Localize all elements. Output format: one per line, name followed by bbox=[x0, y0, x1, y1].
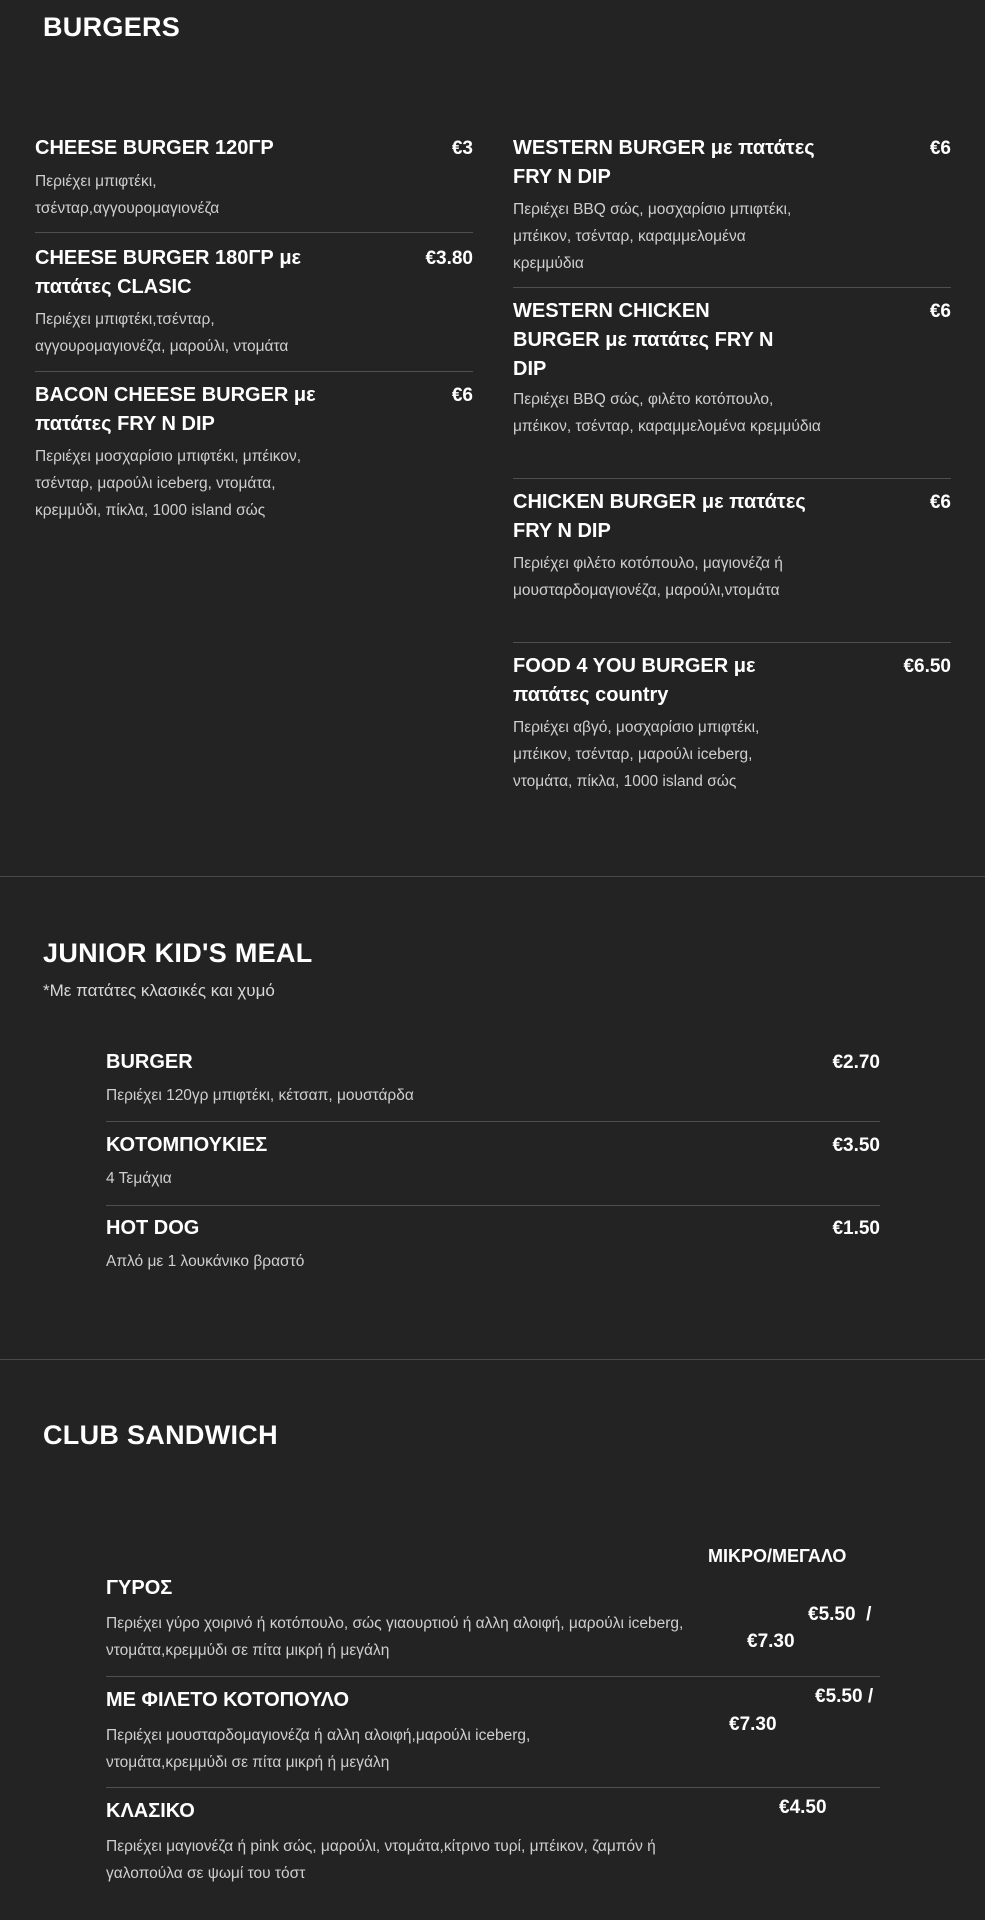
item-name: CHEESE BURGER 180ΓΡ με πατάτες CLASIC bbox=[35, 247, 302, 298]
item-description: Περιέχει μπιφτέκι, τσένταρ,αγγουρομαγιονέζα bbox=[35, 173, 220, 217]
section-title-club-sandwich: CLUB SANDWICH bbox=[43, 1420, 278, 1450]
item-description: Περιέχει μαγιονέζα ή pink σώς, μαρούλι, ντομάτα,κίτρινο τυρί, μπέικον, ζαμπόν ή γαλοπούλα σε ψωμί του τόστ bbox=[106, 1838, 656, 1882]
item-price-small: €5.50 / bbox=[815, 1686, 874, 1707]
menu-item[interactable] bbox=[513, 488, 951, 642]
item-name: ΜΕ ΦΙΛΕΤΟ ΚΟΤΟΠΟΥΛΟ bbox=[106, 1689, 349, 1711]
item-divider bbox=[35, 232, 473, 233]
item-price: €3.50 bbox=[832, 1135, 880, 1156]
item-price: €6.50 bbox=[903, 656, 951, 677]
item-description: Περιέχει αβγό, μοσχαρίσιο μπιφτέκι, μπέικον, τσένταρ, μαρούλι iceberg, ντομάτα, πίκλα, 1000 island σώς bbox=[513, 719, 760, 790]
menu-item[interactable] bbox=[513, 297, 951, 478]
menu-item[interactable] bbox=[106, 1797, 880, 1887]
item-description: Περιέχει BBQ σώς, μοσχαρίσιο μπιφτέκι, μπέικον, τσένταρ, καραμμελομένα κρεμμύδια bbox=[513, 201, 792, 272]
item-price: €2.70 bbox=[832, 1052, 880, 1073]
item-divider bbox=[35, 371, 473, 372]
item-name: BACON CHEESE BURGER με πατάτες FRY N DIP bbox=[35, 384, 316, 435]
item-name: WESTERN BURGER με πατάτες FRY N DIP bbox=[513, 137, 815, 188]
item-price: €6 bbox=[451, 385, 473, 406]
menu-item[interactable] bbox=[106, 1574, 880, 1676]
item-divider bbox=[513, 642, 951, 643]
item-divider bbox=[106, 1121, 880, 1122]
item-divider bbox=[513, 478, 951, 479]
section-divider bbox=[0, 1359, 985, 1360]
item-description: Περιέχει BBQ σώς, φιλέτο κοτόπουλο, μπέικον, τσένταρ, καραμμελομένα κρεμμύδια bbox=[513, 391, 821, 435]
item-description: Περιέχει μοσχαρίσιο μπιφτέκι, μπέικον, τσένταρ, μαρούλι iceberg, ντομάτα, κρεμμύδι, πίκλα, 1000 island σώς bbox=[35, 448, 302, 519]
item-description: Περιέχει μουσταρδομαγιονέζα ή αλλη αλοιφή,μαρούλι iceberg, ντομάτα,κρεμμύδι σε πίτα μικρή ή μεγάλη bbox=[106, 1727, 531, 1771]
item-price: €3.80 bbox=[425, 248, 473, 269]
item-name: FOOD 4 YOU BURGER με πατάτες country bbox=[513, 655, 756, 706]
item-price: €4.50 bbox=[779, 1797, 827, 1818]
item-description: Απλό με 1 λουκάνικο βραστό bbox=[106, 1253, 305, 1270]
item-divider bbox=[106, 1205, 880, 1206]
item-name: WESTERN CHICKEN BURGER με πατάτες FRY N DIP bbox=[513, 300, 774, 380]
menu-item[interactable] bbox=[106, 1048, 880, 1121]
item-name: CHICKEN BURGER με πατάτες FRY N DIP bbox=[513, 491, 806, 542]
item-description: Περιέχει φιλέτο κοτόπουλο, μαγιονέζα ή μουσταρδομαγιονέζα, μαρούλι,ντομάτα bbox=[513, 555, 783, 599]
menu-item[interactable] bbox=[35, 381, 473, 521]
item-price: €6 bbox=[929, 138, 951, 159]
menu-item[interactable] bbox=[106, 1214, 880, 1284]
item-divider bbox=[106, 1676, 880, 1677]
item-price-large: €7.30 bbox=[729, 1714, 777, 1735]
item-description: Περιέχει 120γρ μπιφτέκι, κέτσαπ, μουστάρδα bbox=[106, 1087, 414, 1104]
item-price: €6 bbox=[929, 492, 951, 513]
section-note: *Με πατάτες κλασικές και χυμό bbox=[43, 981, 275, 1000]
menu-item[interactable] bbox=[513, 134, 951, 287]
item-price-small: €5.50 / bbox=[808, 1604, 872, 1625]
menu-item[interactable] bbox=[35, 244, 473, 372]
section-divider bbox=[0, 876, 985, 877]
item-name: BURGER bbox=[106, 1051, 193, 1073]
item-name: ΚΟΤΟΜΠΟΥΚΙΕΣ bbox=[106, 1134, 268, 1156]
section-title-burgers: BURGERS bbox=[43, 12, 181, 42]
menu-item[interactable] bbox=[35, 134, 473, 232]
item-description: Περιέχει γύρο χοιρινό ή κοτόπουλο, σώς γιαουρτιού ή αλλη αλοιφή, μαρούλι iceberg, ντομάτα,κρεμμύδι σε πίτα μικρή ή μεγάλη bbox=[106, 1615, 684, 1659]
item-price: €6 bbox=[929, 301, 951, 322]
menu-item[interactable] bbox=[513, 652, 951, 792]
size-column-header: ΜΙΚΡΟ/ΜΕΓΑΛΟ bbox=[708, 1546, 847, 1566]
item-description: 4 Τεμάχια bbox=[106, 1170, 172, 1187]
menu-item[interactable] bbox=[106, 1686, 880, 1787]
item-name: ΚΛΑΣΙΚΟ bbox=[106, 1800, 195, 1822]
item-name: HOT DOG bbox=[106, 1217, 200, 1239]
item-price: €1.50 bbox=[832, 1218, 880, 1239]
item-price: €3 bbox=[451, 138, 473, 159]
section-title-junior-kids-meal: JUNIOR KID'S MEAL bbox=[43, 938, 313, 968]
item-price-large: €7.30 bbox=[747, 1631, 795, 1652]
item-divider bbox=[106, 1787, 880, 1788]
menu-item[interactable] bbox=[106, 1131, 880, 1204]
item-divider bbox=[513, 287, 951, 288]
item-name: ΓΥΡΟΣ bbox=[106, 1577, 173, 1599]
item-description: Περιέχει μπιφτέκι,τσένταρ, αγγουρομαγιονέζα, μαρούλι, ντομάτα bbox=[35, 311, 289, 355]
item-name: CHEESE BURGER 120ΓΡ bbox=[35, 137, 274, 159]
